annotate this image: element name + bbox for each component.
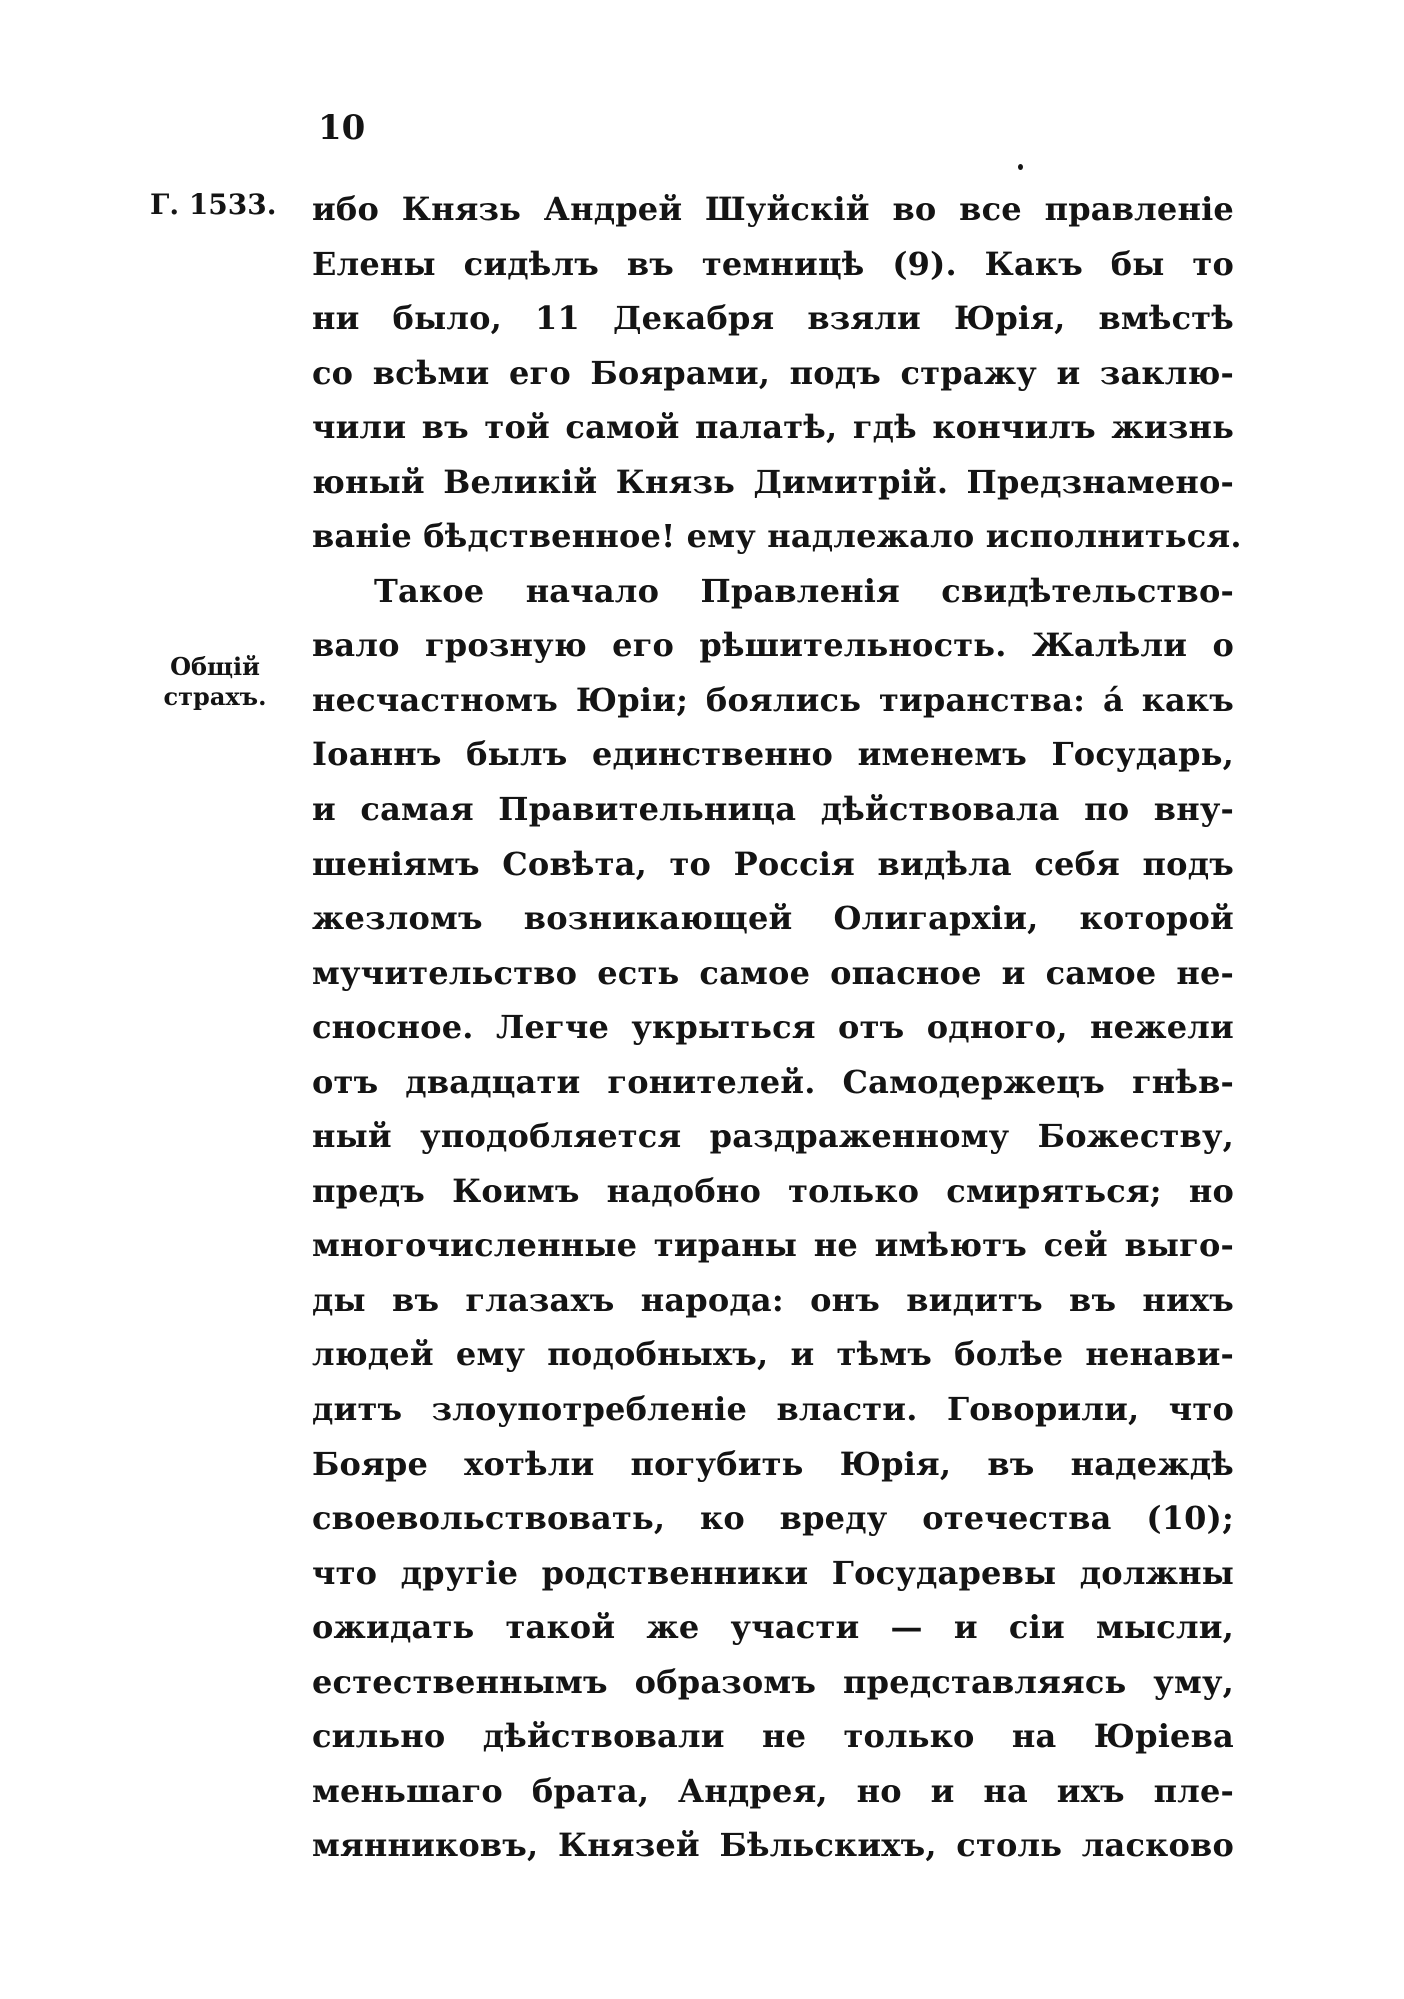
text-line: юный Великій Князь Димитрій. Предзнамено-: [312, 462, 1234, 501]
text-line: ды въ глазахъ народа: онъ видитъ въ нихъ: [312, 1280, 1234, 1319]
text-line: сильно дѣйствовали не только на Юріева: [312, 1717, 1234, 1756]
margin-note-fear-line-1: Общій: [170, 652, 260, 681]
text-line: несчастномъ Юріи; боялись тиранства: а́ какъ: [312, 680, 1234, 719]
text-line: меньшаго брата, Андрея, но и на ихъ пле-: [312, 1771, 1234, 1810]
text-line: Елены сидѣлъ въ темницѣ (9). Какъ бы то: [312, 244, 1234, 283]
text-line: многочисленные тираны не имѣютъ сей выго-: [312, 1226, 1234, 1265]
text-line-paragraph-start: Такое начало Правленія свидѣтельство-: [374, 571, 1234, 610]
text-line: предъ Коимъ надобно только смиряться; но: [312, 1171, 1234, 1210]
text-line: что другіе родственники Государевы должны: [312, 1553, 1234, 1592]
text-line: чили въ той самой палатѣ, гдѣ кончилъ жизнь: [312, 408, 1234, 447]
text-line: и самая Правительница дѣйствовала по вну-: [312, 790, 1234, 829]
text-line: со всѣми его Боярами, подъ стражу и заклю-: [312, 353, 1234, 392]
margin-note-common-fear: [152, 652, 278, 712]
text-line: людей ему подобныхъ, и тѣмъ болѣе ненави-: [312, 1335, 1234, 1374]
text-line: жезломъ возникающей Олигархіи, которой: [312, 899, 1234, 938]
margin-note-year: Г. 1533.: [150, 188, 277, 221]
text-line: дитъ злоупотребленіе власти. Говорили, что: [312, 1390, 1234, 1429]
text-line: сносное. Легче укрыться отъ одного, нежели: [312, 1008, 1234, 1047]
text-line: естественнымъ образомъ представляясь уму,: [312, 1662, 1234, 1701]
text-line: ни было, 11 Декабря взяли Юрія, вмѣстѣ: [312, 299, 1234, 338]
text-column: [312, 182, 1242, 1873]
text-line: Іоаннъ былъ единственно именемъ Государь,: [312, 735, 1234, 774]
margin-note-fear-line-2: страхъ.: [163, 682, 267, 711]
text-line: ожидать такой же участи — и сіи мысли,: [312, 1608, 1234, 1647]
text-line: шеніямъ Совѣта, то Россія видѣла себя подъ: [312, 844, 1234, 883]
text-line: ный уподобляется раздраженному Божеству,: [312, 1117, 1234, 1156]
text-line: вало грозную его рѣшительность. Жалѣли о: [312, 626, 1234, 665]
text-line: мянниковъ, Князей Бѣльскихъ, столь ласково: [312, 1826, 1234, 1865]
text-line-paragraph-end: ваніе бѣдственное! ему надлежало исполниться.: [312, 517, 1242, 556]
text-line: Бояре хотѣли погубить Юрія, въ надеждѣ: [312, 1444, 1234, 1483]
text-line: мучительство есть самое опасное и самое не-: [312, 953, 1234, 992]
stray-mark: [1018, 164, 1023, 170]
page-number: 10: [318, 108, 366, 148]
text-line: ибо Князь Андрей Шуйскій во все правленіе: [312, 190, 1234, 228]
text-line: своевольствовать, ко вреду отечества (10);: [312, 1499, 1234, 1538]
text-line: отъ двадцати гонителей. Самодержецъ гнѣв-: [312, 1062, 1234, 1101]
